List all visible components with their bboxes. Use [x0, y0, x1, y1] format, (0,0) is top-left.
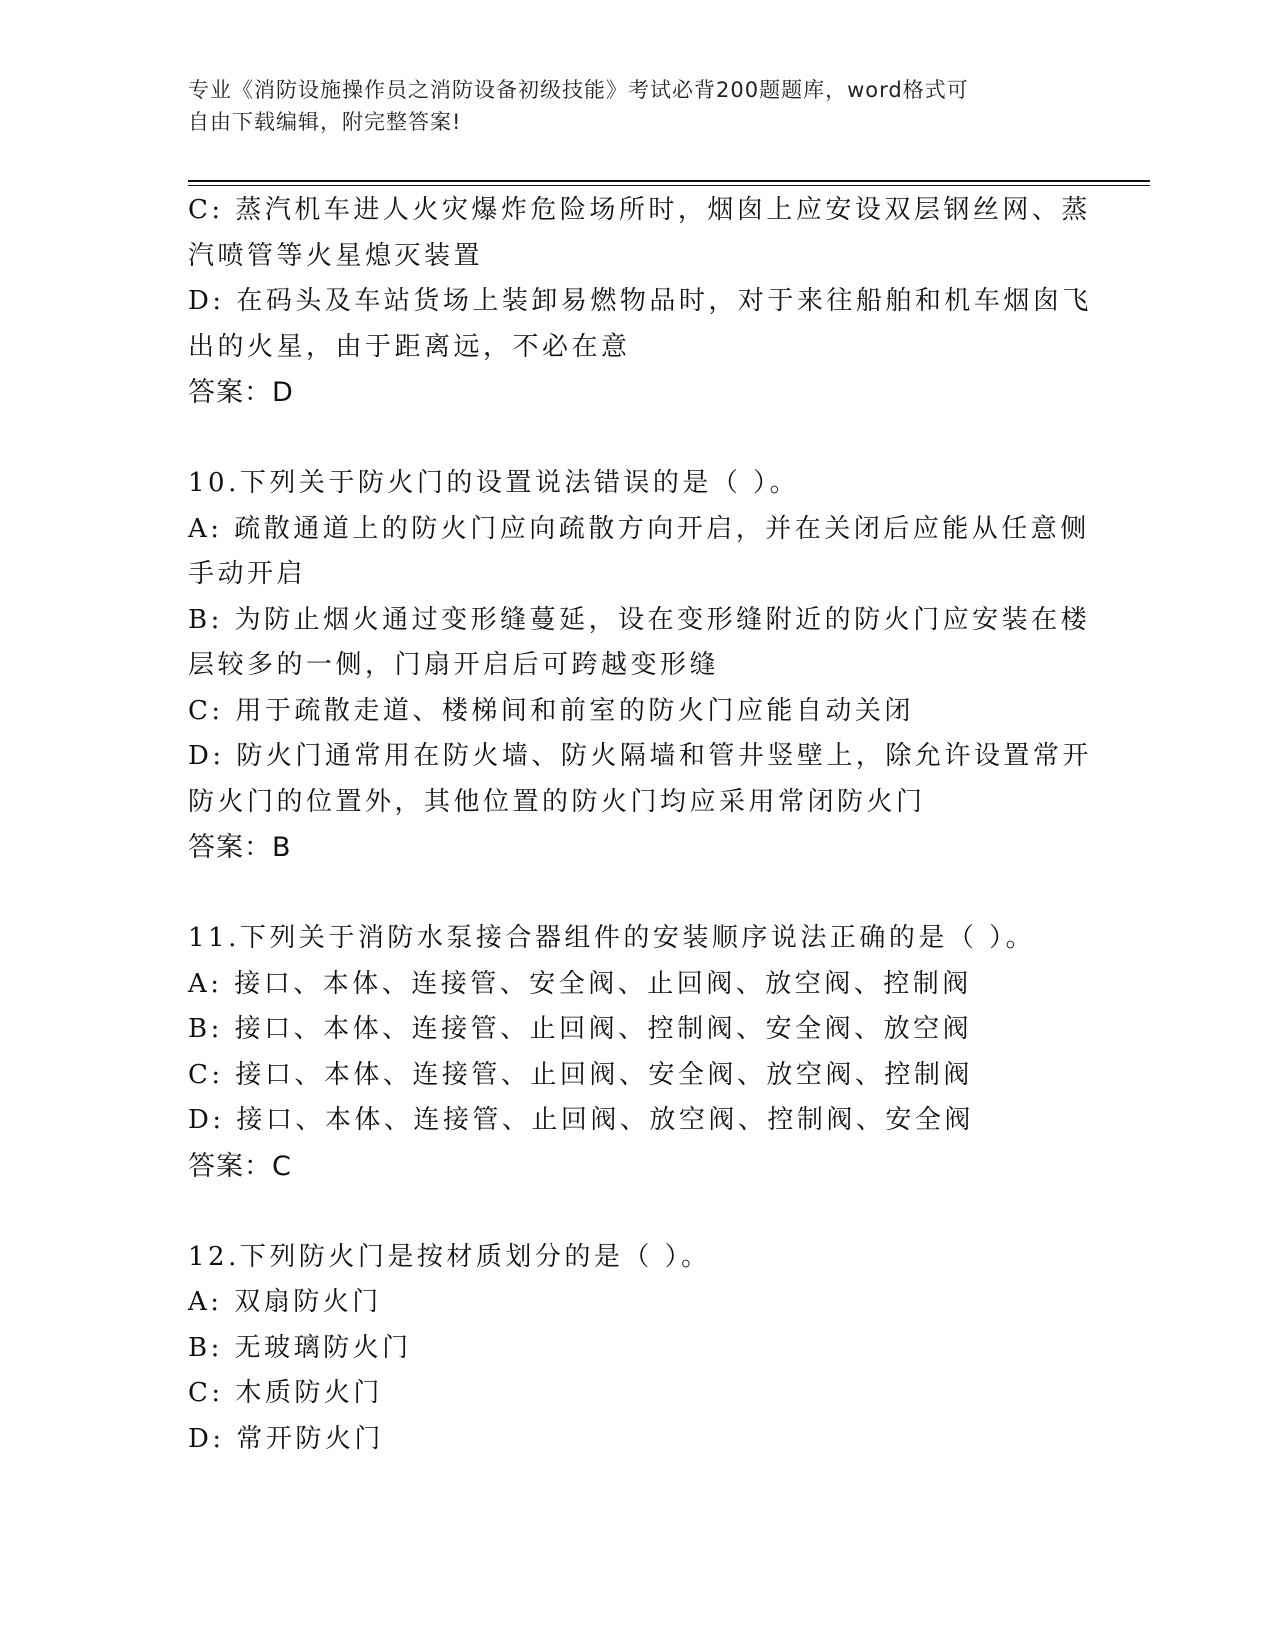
answer-label: 答案：B [188, 832, 292, 863]
option-a-line-1: A: 疏散通道上的防火门应向疏散方向开启，并在关闭后应能从任意侧 [188, 513, 1090, 544]
answer-label: 答案：C [188, 1150, 292, 1182]
document-header [188, 74, 1068, 138]
question-12 [188, 1235, 1088, 1463]
answer-label: 答案：D [188, 377, 294, 408]
spacer [188, 1189, 1088, 1235]
option-c: C: 木质防火门 [188, 1378, 383, 1408]
question-9-tail [188, 188, 1092, 416]
header-title-line-2: 自由下载编辑，附完整答案! [188, 110, 462, 134]
question-content [188, 188, 1092, 1462]
option-d: D: 接口、本体、连接管、止回阀、放空阀、控制阀、安全阀 [188, 1105, 974, 1135]
option-b: B: 无玻璃防火门 [188, 1332, 412, 1363]
question-stem: 11.下列关于消防水泵接合器组件的安装顺序说法正确的是（ ）。 [188, 923, 1036, 953]
option-d: D: 常开防火门 [188, 1423, 384, 1454]
option-d-line-2: 防火门的位置外，其他位置的防火门均应采用常闭防火门 [188, 786, 926, 817]
option-b-line-2: 层较多的一侧，门扇开启后可跨越变形缝 [188, 650, 720, 680]
option-d-line-1: D: 防火门通常用在防火墙、防火隔墙和管井竖壁上，除允许设置常开 [188, 741, 1092, 771]
option-c-line-1: C: 蒸汽机车进人火灾爆炸危险场所时，烟囱上应安设双层钢丝网、蒸 [188, 195, 1091, 225]
option-a: A: 接口、本体、连接管、安全阀、止回阀、放空阀、控制阀 [188, 968, 972, 999]
spacer [188, 416, 1088, 462]
option-b-line-1: B: 为防止烟火通过变形缝蔓延，设在变形缝附近的防火门应安装在楼 [188, 604, 1091, 635]
option-d-line-1: D: 在码头及车站货场上装卸易燃物品时，对于来往船舶和机车烟囱飞 [188, 286, 1092, 316]
option-c: C: 用于疏散走道、楼梯间和前室的防火门应能自动关闭 [188, 695, 914, 726]
question-stem: 12.下列防火门是按材质划分的是（ ）。 [188, 1241, 711, 1272]
header-title-line-1: 专业《消防设施操作员之消防设备初级技能》考试必背200题题库，word格式可 [188, 78, 969, 102]
option-a: A: 双扇防火门 [188, 1287, 382, 1317]
question-11 [188, 916, 1088, 1189]
option-c: C: 接口、本体、连接管、止回阀、安全阀、放空阀、控制阀 [188, 1059, 973, 1090]
option-a-line-2: 手动开启 [188, 559, 307, 589]
header-divider-thin [188, 185, 1150, 186]
header-divider-thick [188, 180, 1150, 182]
option-c-line-2: 汽喷管等火星熄灭装置 [188, 240, 484, 271]
option-d-line-2: 出的火星，由于距离远，不必在意 [188, 331, 631, 362]
spacer [188, 871, 1088, 917]
option-b: B: 接口、本体、连接管、止回阀、控制阀、安全阀、放空阀 [188, 1014, 973, 1044]
question-10 [188, 461, 1092, 871]
question-stem: 10.下列关于防火门的设置说法错误的是（ ）。 [188, 468, 800, 498]
